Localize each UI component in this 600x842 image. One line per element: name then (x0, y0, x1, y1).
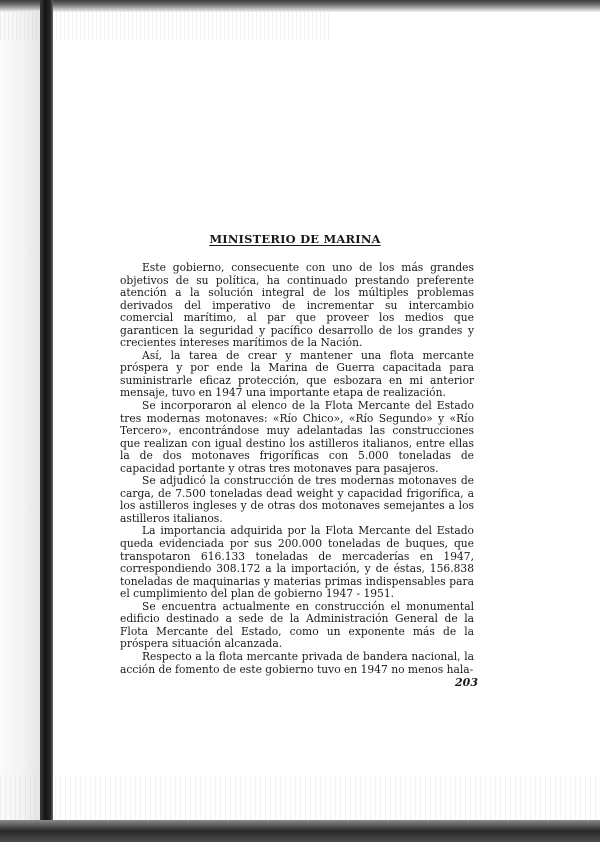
page-number: 203 (455, 676, 478, 689)
scan-edge-shadow (0, 0, 40, 842)
paragraph: Este gobierno, consecuente con uno de los más grandes objetivos de su política, ha continuado prestando preferente atención a la solución integral de los múltiples problemas derivados del imperativo de incrementar su intercambio comercial marítimo, al par que proveer los medios que garanticen la seguridad y pacífico desarrollo de los grandes y crecientes intereses marítimos de la Nación. (120, 261, 474, 350)
scan-edge-bottom (0, 820, 600, 842)
paragraph: La importancia adquirida por la Flota Mercante del Estado queda evidenciada por sus 200.000 toneladas de buques, que transpotaron 616.133 toneladas de mercaderías en 1947, correspondiendo 308.172 a la importación, y de éstas, 156.838 toneladas de maquinarias y materias primas indispensables para el cumplimiento del plan de gobierno 1947 - 1951. (120, 524, 474, 601)
paragraph: Así, la tarea de crear y mantener una flota mercante próspera y por ende la Marina de Guerra capacitada para suministrarle eficaz protección, que esbozara en mi anterior mensaje, tuvo en 1947 una importante etapa de realización. (120, 348, 474, 400)
paragraph: Respecto a la flota mercante privada de bandera nacional, la acción de fomento de este gobierno tuvo en 1947 no menos hala- (120, 649, 474, 676)
scan-noise-bottom (0, 775, 600, 820)
section-heading: MINISTERIO DE MARINA (209, 232, 381, 246)
paragraph: Se encuentra actualmente en construcción el monumental edificio destinado a sede de la Administración General de la Flota Mercante del Estado, como un exponente más de la próspera situación alcanzada. (120, 599, 474, 651)
paragraph: Se incorporaron al elenco de la Flota Mercante del Estado tres modernas motonaves: «Río Chico», «Río Segundo» y «Río Tercero», encontrándose muy adelantadas las construcciones que realizan con igual destino los astilleros italianos, entre ellas la de dos motonaves frigoríficas con 5.000 toneladas de capacidad portante y otras tres motonaves para pasajeros. (120, 399, 474, 475)
scan-edge-top (0, 0, 600, 12)
scan-binding-edge (40, 0, 53, 842)
paragraph: Se adjudicó la construcción de tres modernas motonaves de carga, de 7.500 toneladas dead weight y capacidad frigorífica, a los astilleros ingleses y de otras dos motonaves semejantes a los astilleros italianos. (120, 474, 474, 525)
body-text (120, 262, 474, 676)
